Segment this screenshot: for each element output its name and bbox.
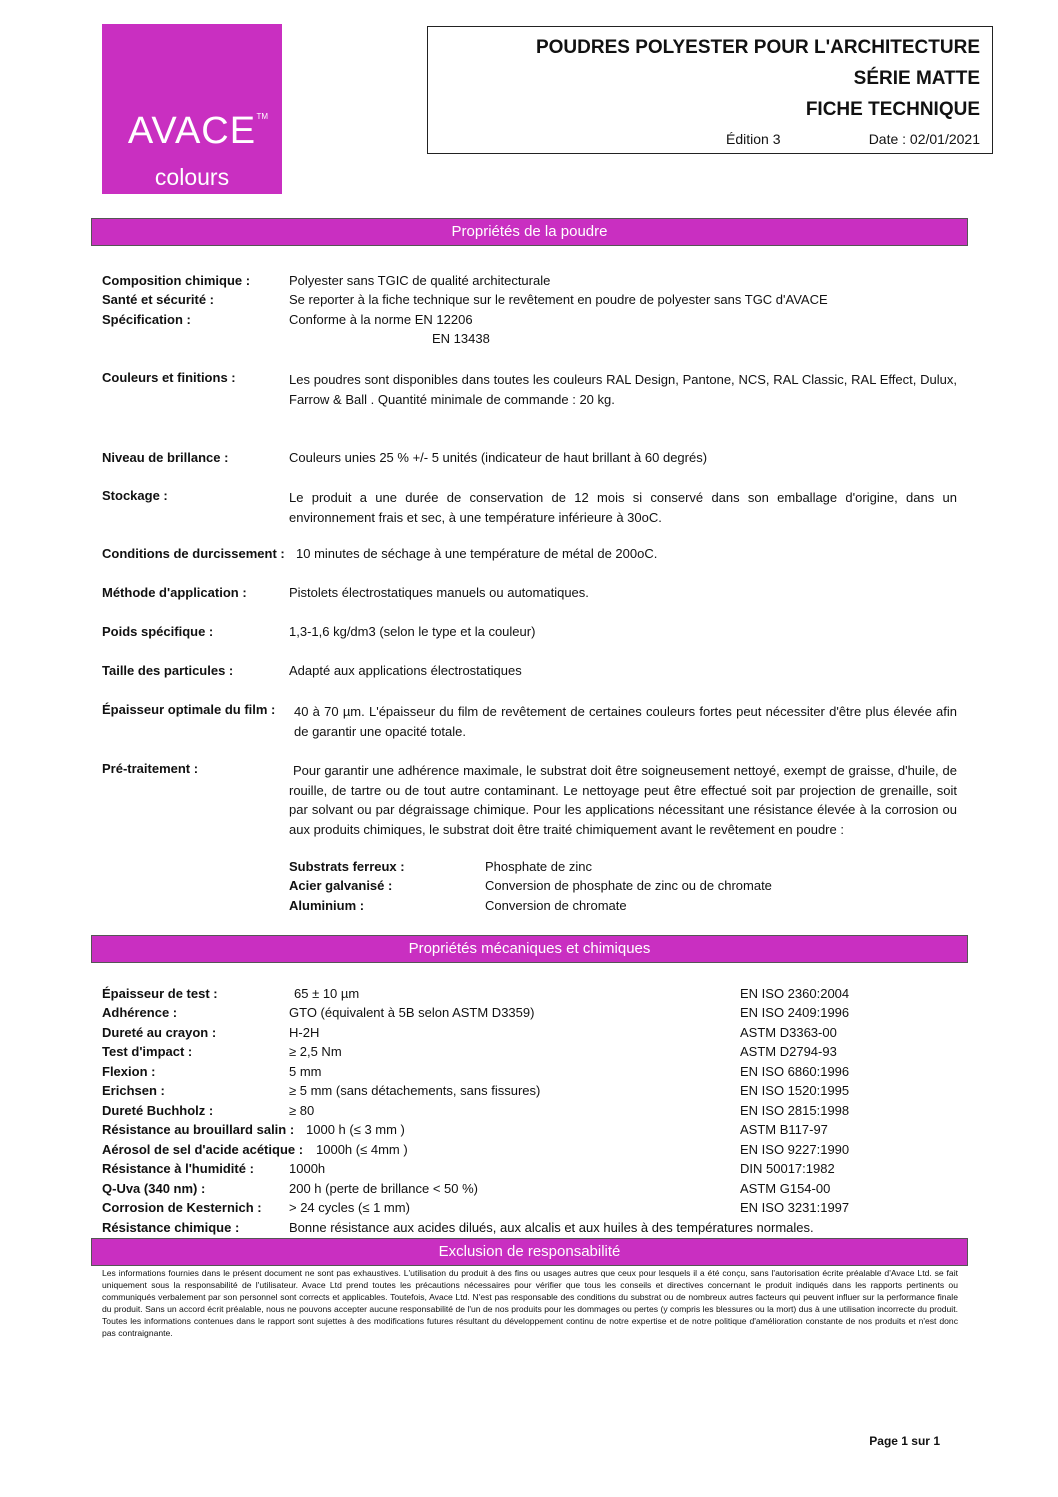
page-number: Page 1 sur 1 (869, 1434, 940, 1448)
label-composition: Composition chimique : (102, 273, 251, 288)
value-epaisseur: 40 à 70 µm. L'épaisseur du film de revêtement de certaines couleurs fortes peut nécessiter d'être plus élevée afin de garantir une opacité totale. (294, 704, 957, 739)
label-substrats-ferreux: Substrats ferreux : (289, 859, 405, 874)
logo-brand: AVACE (127, 110, 257, 152)
value-durcissement: 10 minutes de séchage à une température de métal de 200oC. (296, 546, 658, 561)
label-brillance: Niveau de brillance : (102, 450, 229, 465)
row-label: Q-Uva (340 nm) : (102, 1181, 206, 1196)
value-poids: 1,3-1,6 kg/dm3 (selon le type et la couleur) (289, 624, 536, 639)
doc-title-line3: FICHE TECHNIQUE (805, 99, 980, 120)
row-value: 5 mm (289, 1064, 322, 1079)
row-standard: EN ISO 2409:1996 (740, 1005, 850, 1020)
value-aluminium: Conversion de chromate (485, 898, 627, 913)
value-sante: Se reporter à la fiche technique sur le revêtement en poudre de polyester sans TGC d'AVACE (289, 292, 828, 307)
title-box (427, 26, 993, 154)
row-standard: EN ISO 3231:1997 (740, 1200, 850, 1215)
row-label: Erichsen : (102, 1083, 165, 1098)
row-label: Dureté Buchholz : (102, 1103, 214, 1118)
label-sante: Santé et sécurité : (102, 292, 214, 307)
value-composition: Polyester sans TGIC de qualité architecturale (289, 273, 551, 288)
label-methode: Méthode d'application : (102, 585, 247, 600)
row-value: 1000 h (≤ 3 mm ) (306, 1122, 405, 1137)
row-label: Aérosol de sel d'acide acétique : (102, 1142, 304, 1157)
logo-trademark: TM (256, 112, 268, 121)
row-value: H-2H (289, 1025, 320, 1040)
label-durcissement: Conditions de durcissement : (102, 546, 285, 561)
doc-title-line2: SÉRIE MATTE (853, 68, 980, 89)
label-stockage: Stockage : (102, 488, 168, 503)
row-value: ≥ 80 (289, 1103, 315, 1118)
label-poids: Poids spécifique : (102, 624, 214, 639)
row-label: Résistance au brouillard salin : (102, 1122, 295, 1137)
label-acier-galvanise: Acier galvanisé : (289, 878, 393, 893)
edition: Édition 3 (726, 131, 781, 147)
row-value: 1000h (289, 1161, 326, 1176)
row-value: GTO (équivalent à 5B selon ASTM D3359) (289, 1005, 535, 1020)
value-substrats-ferreux: Phosphate de zinc (485, 859, 592, 874)
row-label: Adhérence : (102, 1005, 178, 1020)
row-value: Bonne résistance aux acides dilués, aux alcalis et aux huiles à des températures normales. (289, 1220, 814, 1235)
row-standard: EN ISO 6860:1996 (740, 1064, 850, 1079)
section-header-powder: Propriétés de la poudre (91, 218, 968, 246)
row-label: Test d'impact : (102, 1044, 193, 1059)
label-epaisseur: Épaisseur optimale du film : (102, 702, 276, 717)
date: Date : 02/01/2021 (868, 131, 980, 147)
value-couleurs: Les poudres sont disponibles dans toutes les couleurs RAL Design, Pantone, NCS, RAL Classic, RAL Effect, Dulux, Farrow & Ball . Quantité minimale de commande : 20 kg. (289, 372, 957, 407)
row-standard: EN ISO 9227:1990 (740, 1142, 850, 1157)
row-value: ≥ 5 mm (sans détachements, sans fissures) (289, 1083, 541, 1098)
row-value: 65 ± 10 µm (294, 986, 360, 1001)
row-standard: DIN 50017:1982 (740, 1161, 835, 1176)
row-label: Résistance chimique : (102, 1220, 240, 1235)
row-label: Corrosion de Kesternich : (102, 1200, 262, 1215)
row-value: 200 h (perte de brillance < 50 %) (289, 1181, 478, 1196)
label-spec: Spécification : (102, 312, 191, 327)
value-pretraitement: Pour garantir une adhérence maximale, le substrat doit être soigneusement nettoyé, exempt de graisse, d'huile, de rouille, de tartre ou de tout autre contaminant. Le nettoyage peut être effectué soit par projection de grenaille, soit par solvant ou par dégraissage chimique. Pour les applications nécessitant une résistance élevée à la corrosion ou aux produits chimiques, le substrat doit être traité chimiquement avant le revêtement en poudre : (289, 763, 957, 837)
doc-title-line1: POUDRES POLYESTER POUR L'ARCHITECTURE (535, 37, 980, 58)
row-value: 1000h (≤ 4mm ) (316, 1142, 408, 1157)
label-taille: Taille des particules : (102, 663, 234, 678)
row-label: Dureté au crayon : (102, 1025, 217, 1040)
row-standard: ASTM B117-97 (740, 1122, 828, 1137)
row-value: ≥ 2,5 Nm (289, 1044, 342, 1059)
value-taille: Adapté aux applications électrostatiques (289, 663, 522, 678)
avace-logo (102, 24, 282, 194)
section-header-mechanical: Propriétés mécaniques et chimiques (91, 935, 968, 963)
row-label: Flexion : (102, 1064, 156, 1079)
value-spec-2: EN 13438 (432, 331, 490, 346)
row-standard: ASTM D2794-93 (740, 1044, 837, 1059)
value-brillance: Couleurs unies 25 % +/- 5 unités (indicateur de haut brillant à 60 degrés) (289, 450, 708, 465)
label-pretraitement: Pré-traitement : (102, 761, 199, 776)
row-label: Résistance à l'humidité : (102, 1161, 254, 1176)
label-couleurs: Couleurs et finitions : (102, 370, 236, 385)
value-stockage: Le produit a une durée de conservation de 12 mois si conservé dans son emballage d'origine, dans un environnement frais et sec, à une température inférieure à 30oC. (289, 490, 957, 525)
logo-subtitle: colours (154, 164, 230, 190)
value-acier-galvanise: Conversion de phosphate de zinc ou de chromate (485, 878, 772, 893)
row-label: Épaisseur de test : (102, 986, 218, 1001)
row-standard: EN ISO 2360:2004 (740, 986, 850, 1001)
value-spec: Conforme à la norme EN 12206 (289, 312, 473, 327)
row-standard: EN ISO 1520:1995 (740, 1083, 850, 1098)
value-methode: Pistolets électrostatiques manuels ou automatiques. (289, 585, 589, 600)
row-standard: ASTM G154-00 (740, 1181, 831, 1196)
row-value: > 24 cycles (≤ 1 mm) (289, 1200, 410, 1215)
section-header-disclaimer: Exclusion de responsabilité (91, 1238, 968, 1266)
row-standard: ASTM D3363-00 (740, 1025, 837, 1040)
disclaimer-text: Les informations fournies dans le présent document ne sont pas exhaustives. L'utilisation du produit à des fins ou usages autres que ceux pour lesquels il a été conçu, sans l'autorisation écrite préalable d'Avace Ltd. se fait uniquement sous la responsabilité de l'utilisateur. Avace Ltd prend toutes les précautions nécessaires pour vérifier que tous les conseils et directives concernant le produit indiqués dans les rapports pertinents ou communiqués verbalement par son personnel sont corrects et applicables. Toutefois, Avace Ltd. N'est pas responsable des conditions du substrat ou de nombreux autres facteurs qui peuvent influer sur la performance finale du produit. Sans un accord écrit préalable, nous ne pouvons accepter aucune responsabilité de l'un de nos produits pour les dommages ou pertes (y compris les blessures ou la mort) dus à une utilisation incorrecte du produit. Toutes les informations contenues dans le rapport sont sujettes à des modifications futures résultant du développement continu de notre expertise et de notre politique d'amélioration constante de nos produits et n'est donc pas contraignante. (102, 1268, 958, 1338)
label-aluminium: Aluminium : (289, 898, 365, 913)
row-standard: EN ISO 2815:1998 (740, 1103, 850, 1118)
